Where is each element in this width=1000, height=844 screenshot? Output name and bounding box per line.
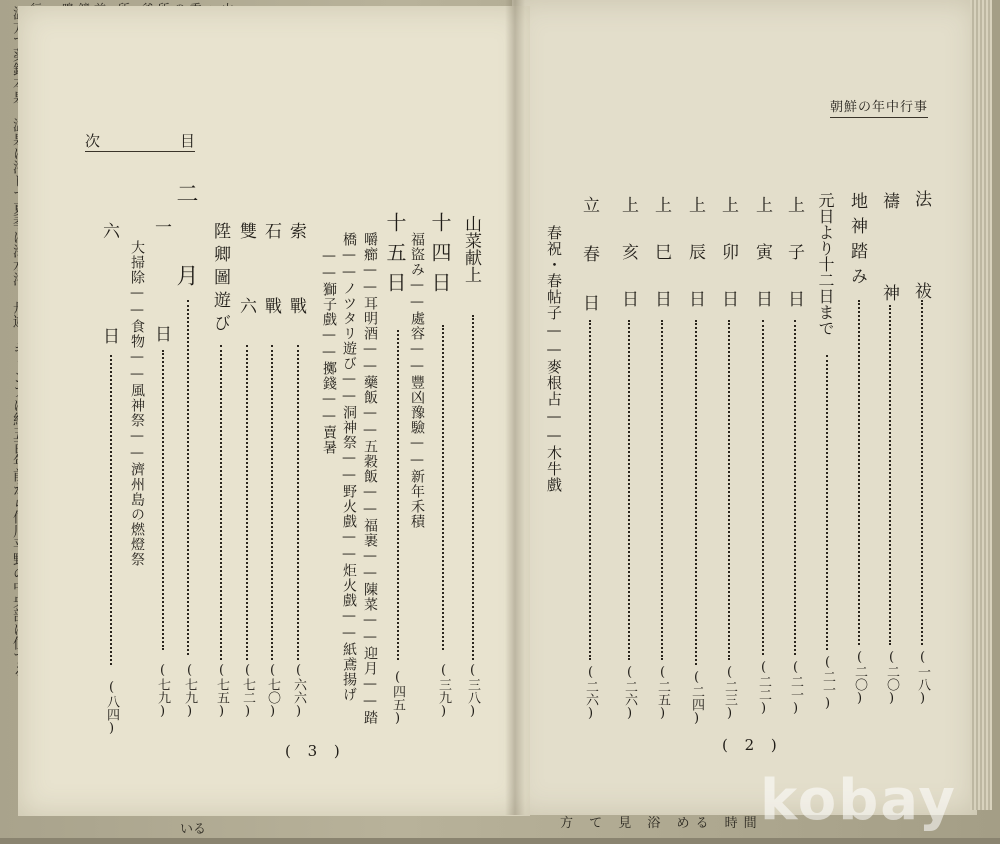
contents-header-title: 目: [179, 132, 195, 150]
toc-entry-jo-i: 上亥日: [618, 196, 638, 337]
toc-entry-sugoroku: 雙六: [236, 222, 256, 372]
leader-dots: [628, 320, 630, 660]
toc-subentry: 福盜み——處容——豐凶豫驗——新年禾積: [409, 232, 425, 529]
page-number: (七九): [155, 663, 170, 719]
page-number: (三八): [465, 663, 480, 719]
toc-entry-15th: 十五日: [383, 212, 407, 302]
page-number: (一八): [915, 650, 930, 706]
book-gutter: [505, 0, 525, 815]
page-number: (二一): [820, 655, 835, 711]
leader-dots: [889, 305, 891, 645]
toc-entry-sekisen: 石戰: [261, 222, 281, 372]
leader-dots: [728, 320, 730, 660]
left-folio: ( 3 ): [285, 742, 346, 760]
toc-entry-1st: 一日: [151, 218, 171, 432]
leader-dots: [589, 320, 591, 660]
page-number: (二〇): [884, 650, 899, 706]
newspaper-bottom-left-text: いる: [180, 822, 207, 837]
toc-entry-jo-mi: 上巳日: [651, 196, 671, 337]
leader-dots: [794, 320, 796, 655]
page-number: (二五): [655, 665, 670, 721]
contents-header-sub: 次: [85, 132, 101, 150]
leader-dots: [110, 355, 112, 665]
newspaper-bottom-strip: 方 て 見 浴 める 時間: [560, 816, 763, 831]
toc-entry-risshun: 立春日: [579, 196, 599, 343]
toc-entry-shokei-zu: 陞卿圖遊び: [210, 222, 230, 337]
leader-dots: [442, 325, 444, 650]
toc-entry-jo-tora: 上寅日: [752, 196, 772, 337]
leader-dots: [921, 300, 923, 645]
running-head: 朝鮮の年中行事: [830, 96, 928, 118]
toc-subentry: ——獅子戲——擲錢——賣暑: [321, 248, 337, 455]
toc-subentry: 春祝・春帖子——麥根占——木牛戲: [545, 225, 563, 493]
page-number: (四五): [390, 670, 405, 726]
right-folio: ( 2 ): [722, 736, 783, 754]
leader-dots: [187, 300, 189, 655]
leader-dots: [695, 320, 697, 665]
page-number: (三九): [436, 663, 451, 719]
leader-dots: [472, 315, 474, 660]
leader-dots: [397, 330, 399, 660]
page-number: (二〇): [852, 650, 867, 706]
toc-entry-ganjitsu: 元日より十二日まで: [816, 192, 835, 336]
toc-entry-jo-ne: 上子日: [784, 196, 804, 337]
page-number: (二三): [722, 665, 737, 721]
page-number: (二四): [689, 670, 704, 726]
leader-dots: [162, 350, 164, 650]
toc-entry-hofutsu: 法祓: [911, 190, 931, 374]
page-number: (七五): [214, 663, 229, 719]
toc-entry-jishin-fumi: 地神踏み: [847, 192, 867, 292]
leader-dots: [271, 345, 273, 660]
watermark-logo: kobay: [760, 768, 957, 833]
page-number: (七二): [240, 663, 255, 719]
toc-entry-jo-u: 上卯日: [718, 196, 738, 337]
toc-subentry: 嚼癤——耳明酒——藥飯——五穀飯——福裹——陳菜——迎月——踏: [362, 232, 378, 725]
page-number: (二六): [583, 665, 598, 721]
toc-month-february: 二月: [173, 182, 198, 346]
toc-subentry: 大掃除——食物——風神祭——濟州島の燃燈祭: [129, 240, 145, 567]
toc-entry-toshin: 禱神: [879, 192, 899, 376]
leader-dots: [661, 320, 663, 660]
toc-entry-sansai: 山菜献上: [461, 215, 481, 283]
leader-dots: [762, 320, 764, 655]
page-number: (二二): [756, 660, 771, 716]
page-number: (二六): [622, 665, 637, 721]
toc-entry-6th: 六日: [99, 222, 119, 432]
page-number: (七九): [182, 663, 197, 719]
toc-entry-jo-tatsu: 上辰日: [685, 196, 705, 337]
page-edges: [970, 0, 992, 810]
toc-entry-sakusen: 索戰: [286, 222, 306, 372]
leader-dots: [826, 355, 828, 650]
page-number: (六六): [291, 663, 306, 719]
page-number: (七〇): [265, 663, 280, 719]
contents-header: [85, 130, 195, 152]
leader-dots: [297, 345, 299, 660]
page-number: (八四): [104, 680, 119, 736]
leader-dots: [858, 300, 860, 645]
toc-subentry: 橋——ノツタリ遊び——洞神祭——野火戲——炬火戲——紙鳶揚げ: [341, 232, 357, 702]
page-number: (二一): [788, 660, 803, 716]
leader-dots: [246, 345, 248, 660]
toc-entry-14th: 十四日: [428, 212, 452, 302]
leader-dots: [220, 345, 222, 660]
